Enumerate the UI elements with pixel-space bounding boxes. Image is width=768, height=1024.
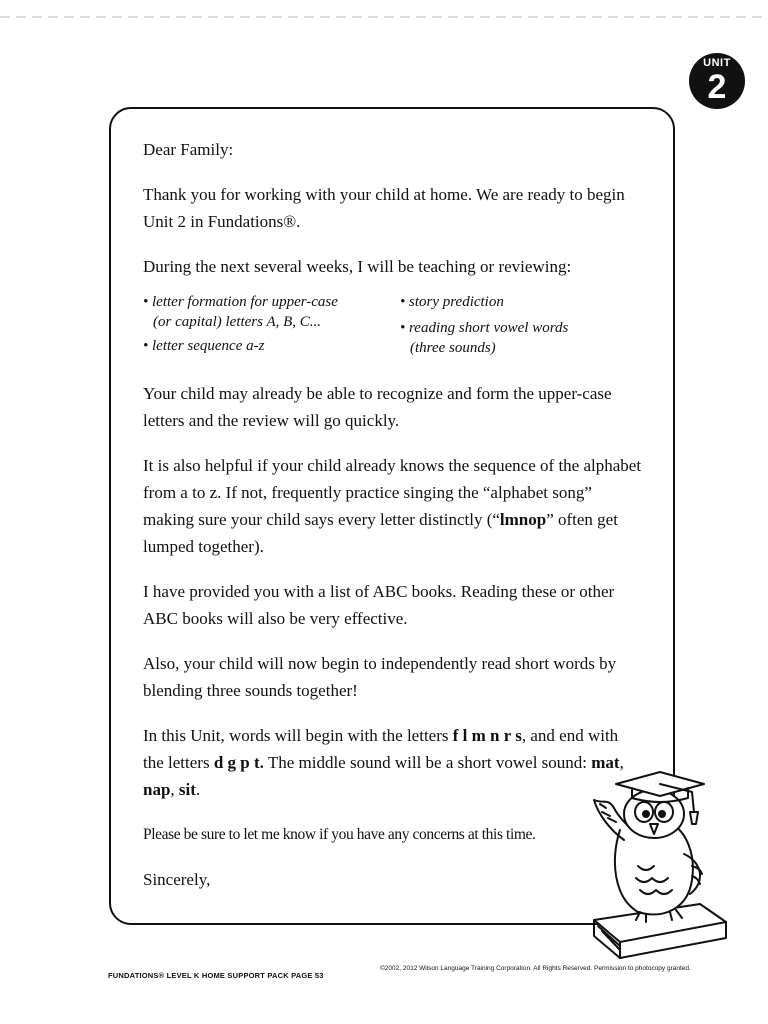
end-letters: d g p t. — [213, 753, 264, 772]
unit-text: The middle sound will be a short vowel sound: — [263, 753, 592, 772]
unit-text: . — [195, 780, 201, 799]
topic-item — [143, 292, 400, 332]
footer-copyright: ©2002, 2012 Wilson Language Training Corporation. All Rights Reserved. Permission to photocopy granted. — [380, 965, 691, 972]
unit-badge — [689, 53, 745, 109]
topics-list — [143, 292, 643, 362]
footer-program-title: FUNDATIONS® LEVEL K HOME SUPPORT PACK PAGE 53 — [108, 971, 324, 980]
page-footer — [108, 965, 728, 983]
sequence-bold-lmnop: lmnop — [499, 510, 547, 529]
topic-line-continued: (or capital) letters A, B, C... — [153, 314, 322, 330]
paragraph-intro: Thank you for working with your child at home. We are ready to begin Unit 2 in Fundations®. — [143, 185, 625, 231]
paragraph-recognize: Your child may already be able to recognize and form the upper-case letters and the review will go quickly. — [143, 384, 612, 430]
graduate-owl-on-book-icon — [580, 770, 730, 960]
letter-signoff: Sincerely, — [143, 870, 211, 889]
unit-badge-number: 2 — [707, 68, 727, 106]
letter-body — [143, 136, 643, 893]
sequence-text-end: ” often get lumped together). — [143, 510, 618, 556]
paragraph-blending: Also, your child will now begin to independently read short words by blending three sounds together! — [143, 654, 617, 700]
paragraph-sequence — [143, 452, 643, 560]
paragraph-unit-letters — [143, 722, 643, 803]
topic-line: • reading short vowel words — [400, 320, 569, 336]
topics-column-right — [400, 292, 640, 362]
unit-badge-label: UNIT — [703, 57, 731, 69]
example-word-mat: mat — [591, 753, 620, 772]
paragraph-concerns: Please be sure to let me know if you have any concerns at this time. — [143, 826, 536, 843]
topic-line: • letter formation for upper-case — [143, 294, 338, 310]
topic-line-continued: (three sounds) — [410, 340, 496, 356]
topic-line: • story prediction — [400, 294, 504, 310]
unit-text: , — [619, 753, 624, 772]
paragraph-topics-lead: During the next several weeks, I will be teaching or reviewing: — [143, 257, 572, 276]
example-word-nap: nap — [143, 780, 171, 799]
topic-line: • letter sequence a-z — [143, 338, 265, 354]
paragraph-books: I have provided you with a list of ABC books. Reading these or other ABC books will also be very effective. — [143, 582, 615, 628]
unit-text: In this Unit, words will begin with the letters — [143, 726, 453, 745]
topic-item — [400, 292, 640, 312]
topic-item — [400, 318, 640, 358]
start-letters: f l m n r s — [452, 726, 522, 745]
sequence-text: It is also helpful if your child already knows the sequence of the alphabet from a to z. If not, frequently practice singing the “alphabet song” making sure your child says every letter distinctly (“ — [143, 456, 642, 529]
unit-text: , and end with the letters — [143, 726, 619, 772]
topic-item — [143, 336, 400, 356]
topics-column-left — [143, 292, 400, 362]
scan-edge-dashes — [0, 16, 768, 18]
letter-greeting: Dear Family: — [143, 140, 234, 159]
unit-text: , — [170, 780, 179, 799]
example-word-sit: sit — [178, 780, 196, 799]
